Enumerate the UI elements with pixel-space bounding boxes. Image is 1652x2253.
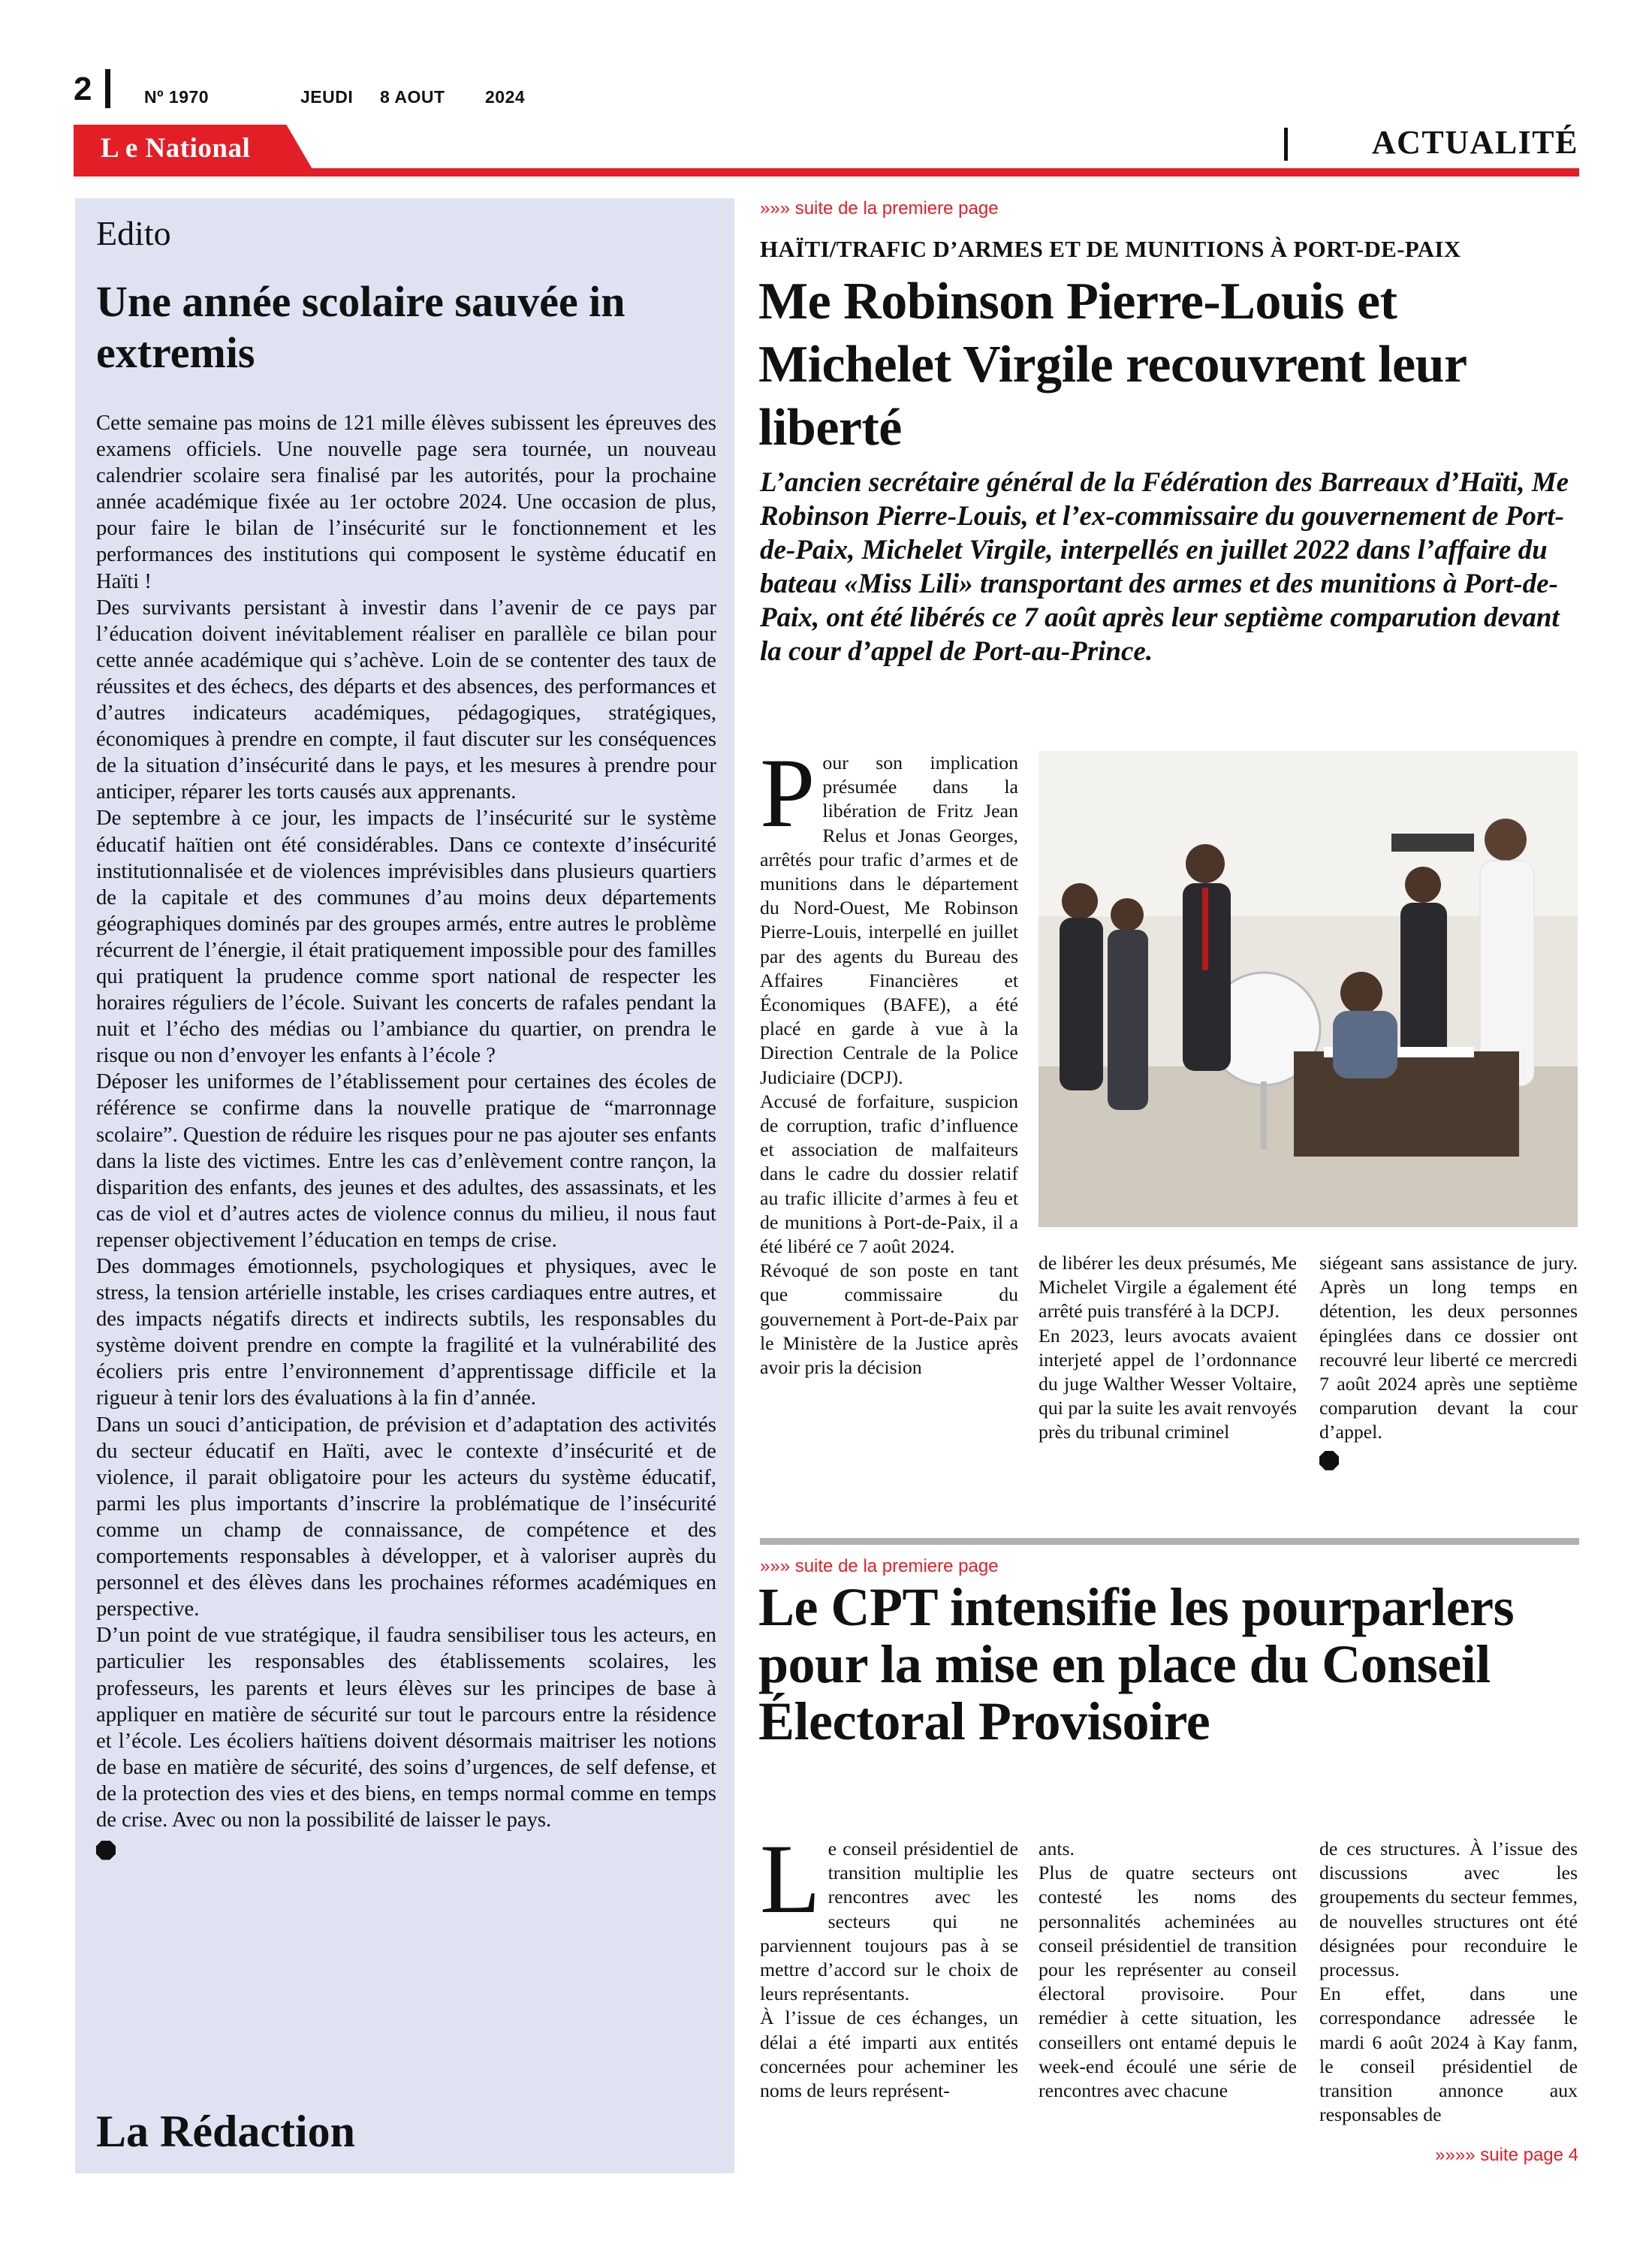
article1-paragraph: de libérer les deux présumés, Me Michelet Virgile a également été arrêté puis transféré à la DCPJ. [1039,1252,1297,1323]
page-number: 2 [74,71,92,107]
article1-column-2 [1039,1251,1297,1445]
article1-headline: Me Robinson Pierre-Louis et Michelet Virgile recouvrent leur liberté [758,273,1467,457]
article2-column-1 [760,1823,1018,2103]
article2-headline: Le CPT intensifie les pourparlers pour la mise en place du Conseil Électoral Provisoire [758,1577,1515,1751]
header-divider [105,69,110,108]
edito-kicker: Edito [96,214,171,252]
article1-column-3 [1319,1251,1578,1470]
article2-paragraph: e conseil présidentiel de transition multiplie les rencontres avec les secteurs qui ne parviennent toujours pas à se mettre d’accord sur le choix de leurs représentants. [760,1838,1018,2005]
article2-paragraph: Plus de quatre secteurs ont contesté les noms des personnalités acheminées au conseil présidentiel de transition pour les représenter au conseil électoral provisoire. Pour remédier à cette situation, les conseillers ont entamé depuis le week-end écoulé une série de rencontres avec chacune [1039,1862,1297,2102]
article2-paragraph: À l’issue de ces échanges, un délai a été imparti aux entités concernées pour acheminer les noms de leurs représent- [760,2007,1018,2102]
drop-cap: P [760,737,815,848]
article1-paragraph: siégeant sans assistance de jury. Après un long temps en détention, les deux personnes épinglées dans ce dossier ont recouvré leur liberté ce mercredi 7 août 2024 après une septième comparution devant la cour d’appel. [1319,1252,1578,1443]
continued-from-label: »»» suite de la premiere page [760,1556,999,1576]
section-title: ACTUALITÉ [1371,124,1578,161]
issue-date: 8 AOUT [380,87,445,107]
section-divider [1284,128,1288,161]
edito-paragraph: Des survivants persistant à investir dans l’avenir de ce pays par l’éducation doivent inévitablement réaliser en parallèle ce bilan pour cette année académique qui s’achève. Loin de se contenter des taux de réussites et des échecs, des départs et des absences, des performances et d’autres indicateurs académiques, pédagogiques, stratégiques, économiques à prendre en compte, il faut discuter sur les conséquences de la situation d’insécurité dans le pays, et les mesures à prendre pour anticiper, réparer les torts causés aux apprenants. [96,596,716,804]
article2-paragraph: ants. [1039,1838,1075,1859]
edito-paragraph: De septembre à ce jour, les impacts de l’insécurité sur le système éducatif haïtien ont été considérables. Dans ce contexte d’insécurité institutionnalisée et de violences imprévisibles dans plusieurs quartiers de la capitale et des communes d’au moins deux départements géographiques dominés par des groupes armés, entre autres le problème récurrent de l’énergie, il était pratiquement impossible pour des familles qui pratiquent la prudence comme sport national de respecter les horaires réguliers de l’école. Suivant les concerts de rafales pendant la nuit et l’écho des médias ou l’ambiance du quartier, on prendra le risque ou non d’envoyer les enfants à l’école ? [96,807,716,1068]
edito-paragraph: D’un point de vue stratégique, il faudra sensibiliser tous les acteurs, en particulier les responsables des établissements scolaires, les professeurs, les parents et leurs élèves sur les principes de base à appliquer en matière de sécurité sur tout le parcours entre la résidence et l’école. Les écoliers haïtiens doivent désormais maitriser les notions de base en matière de sécurité, des soins d’urgences, de self defense, et de la protection des vies et des biens, en temps normal comme en temps de crise. Avec ou non la possibilité de laisser le pays. [96,1624,716,1832]
edito-title: Une année scolaire sauvée in extremis [96,277,626,377]
end-mark-icon [96,1841,116,1860]
article1-paragraph: Révoqué de son poste en tant que commissaire du gouvernement à Port-de-Paix par le Ministère de la Justice après avoir pris la décision [760,1259,1018,1379]
edito-signature: La Rédaction [96,2107,355,2156]
courtroom-photo-illustration [1039,751,1578,1227]
article2-column-3 [1319,1837,1578,2127]
article1-paragraph: our son implication présumée dans la libération de Fritz Jean Relus et Jonas Georges, arrêtés pour trafic d’armes et de munitions dans le département du Nord-Ouest, Me Robinson Pierre-Louis, interpellé en juillet par des agents du Bureau des Affaires Financières et Économiques (BAFE), a été placé en garde à vue à la Direction Centrale de la Police Judiciaire (DCPJ). [760,752,1018,1088]
article1-kicker: HAÏTI/TRAFIC D’ARMES ET DE MUNITIONS À PORT-DE-PAIX [760,236,1461,262]
brand-name: L e National [101,133,251,164]
continued-from-label: »»» suite de la premiere page [760,198,999,219]
issue-number: Nº 1970 [144,87,210,107]
article1-column-1 [760,737,1018,1380]
edito-body [96,410,716,1860]
edito-paragraph: Cette semaine pas moins de 121 mille élèves subissent les épreuves des examens officiels. Une nouvelle page sera tournée, un nouveau calendrier scolaire sera finalisé par les autorités, pour la prochaine année académique fixée au 1er octobre 2024. Une occasion de plus, pour faire le bilan de l’insécurité sur le fonctionnement et les performances des institutions qui composent le système éducatif en Haïti ! [96,412,716,593]
article2-paragraph: En effet, dans une correspondance adressée le mardi 6 août 2024 à Kay fanm, le conseil présidentiel de transition annonce aux responsables de [1319,1983,1578,2126]
article2-paragraph: de ces structures. À l’issue des discussions avec les groupements du secteur femmes, de nouvelles structures ont été désignées pour reconduire le processus. [1319,1838,1578,1981]
edito-panel [75,198,734,2173]
edito-paragraph: Déposer les uniformes de l’établissement pour certaines des écoles de référence se confirme dans la nouvelle pratique de “marronnage scolaire”. Question de réduire les risques pour ne pas ajouter ses enfants dans la liste des victimes. Entre les cas d’enlèvement contre rançon, la disparition des enfants, des jeunes et des adultes, des assassinats, et les cas de viol et d’autres actes de violence connus du milieu, il nous faut repenser objectivement l’éducation en temps de crise. [96,1070,716,1252]
edito-paragraph: Dans un souci d’anticipation, de prévision et d’adaptation des activités du secteur éducatif en Haïti, avec le contexte d’insécurité et de violence, il parait obligatoire pour les acteurs du système éducatif, parmi les plus importants d’inscrire la problématique de l’insécurité comme un champ de connaissance, de compétence et des comportements responsables à développer, et à valoriser auprès du personnel et des élèves dans les prochaines réformes académiques en perspective. [96,1413,716,1621]
article1-paragraph: En 2023, leurs avocats avaient interjeté appel de l’ordonnance du juge Walther Wesser Voltaire, qui par la suite les avait renvoyés près du tribunal criminel [1039,1324,1297,1443]
issue-year: 2024 [485,87,526,107]
end-mark-icon [1319,1451,1339,1470]
article1-paragraph: Accusé de forfaiture, suspicion de corruption, trafic d’influence et association de malfaiteurs dans le cadre du dossier relatif au trafic illicite d’armes à feu et de munitions à Port-de-Paix, il a été libéré ce 7 août 2024. [760,1090,1018,1258]
edito-paragraph: Des dommages émotionnels, psychologiques et physiques, avec le stress, la tension artérielle instable, les crises cardiaques entre autres, et des impacts négatifs directs et indirects subtils, les responsables du système doivent prendre en compte la fragilité et la vulnérabilité des écoliers pris entre l’environnement d’apprentissage difficile et la rigueur à tenir lors des évaluations à la fin d’année. [96,1255,716,1410]
article1-lead: L’ancien secrétaire général de la Fédération des Barreaux d’Haïti, Me Robinson Pierre-Louis, et l’ex-commissaire du gouvernement de Port-de-Paix, Michelet Virgile, interpellés en juillet 2022 dans l’affaire du bateau «Miss Lili» transportant des armes et des munitions à Port-de-Paix, ont été libérés ce 7 août après leur septième comparution devant la cour d’appel de Port-au-Prince. [760,467,1569,667]
continued-on-link[interactable]: »»»» suite page 4 [1435,2145,1578,2165]
issue-day: JEUDI [300,87,354,107]
article2-column-2 [1039,1837,1297,2103]
drop-cap: L [760,1823,821,1934]
article1-photo [1039,751,1578,1227]
article-divider [760,1538,1579,1545]
